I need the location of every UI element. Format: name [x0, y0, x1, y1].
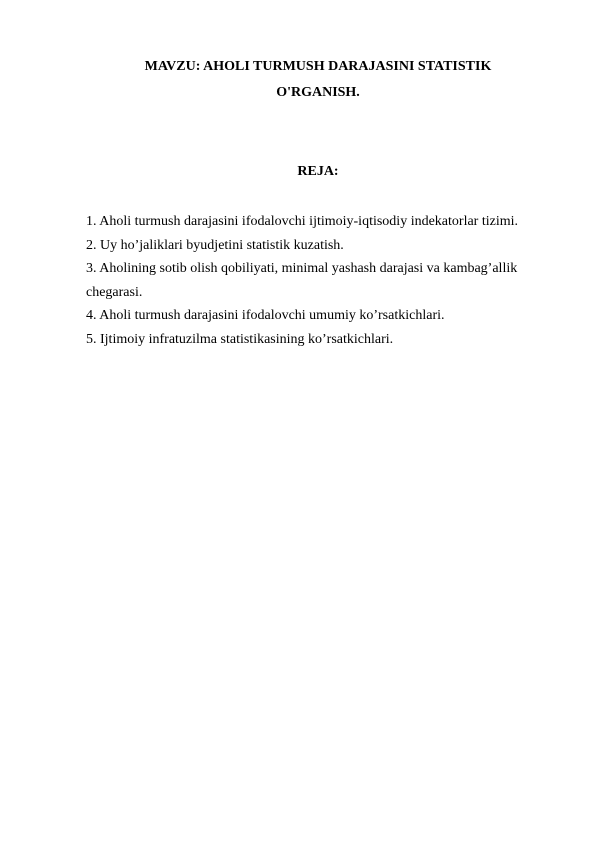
plan-item-3: 3. Aholining sotib olish qobiliyati, minimal yashash darajasi va kambag’allik chegarasi. — [86, 261, 518, 300]
plan-list — [86, 210, 556, 352]
document-title-line-1: MAVZU: AHOLI TURMUSH DARAJASINI STATISTIK — [144, 59, 492, 74]
plan-item-5: 5. Ijtimoiy infratuzilma statistikasining ko’rsatkichlari. — [86, 331, 394, 347]
document-title-line-2: O'RGANISH. — [276, 85, 360, 100]
plan-item-1: 1. Aholi turmush darajasini ifodalovchi ijtimoiy-iqtisodiy indekatorlar tizimi. — [86, 214, 518, 229]
plan-heading: REJA: — [297, 164, 339, 179]
plan-item-2: 2. Uy ho’jaliklari byudjetini statistik kuzatish. — [86, 237, 344, 253]
plan-item-4: 4. Aholi turmush darajasini ifodalovchi umumiy ko’rsatkichlari. — [86, 308, 445, 324]
